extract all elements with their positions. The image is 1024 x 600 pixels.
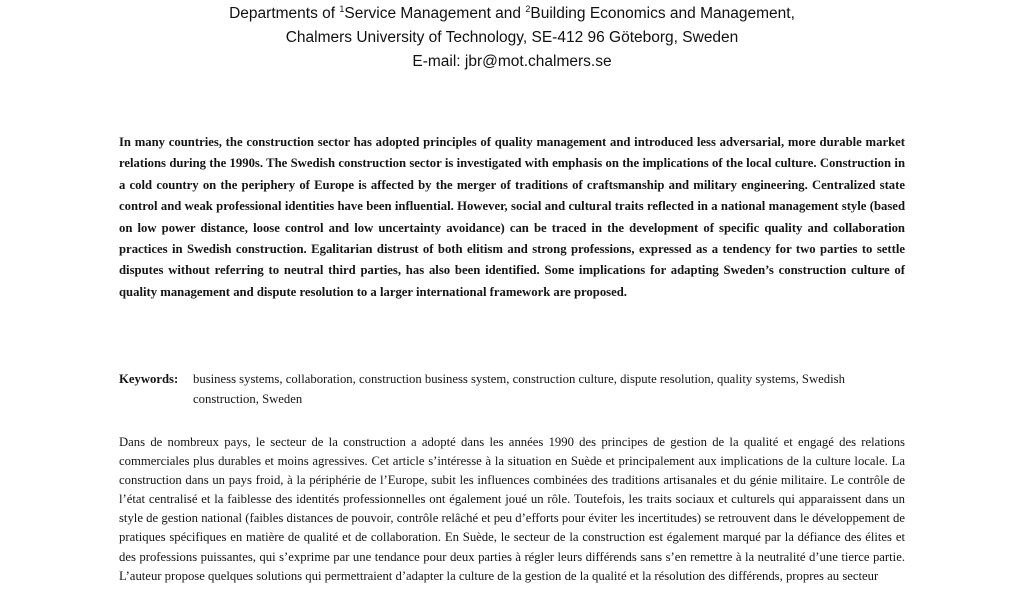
affiliation-prefix: Departments of (229, 5, 340, 22)
affiliation-superscript-1: 1 (339, 3, 345, 14)
affiliation-service-management: Service Management and (344, 5, 526, 22)
affiliation-superscript-2: 2 (525, 3, 531, 14)
affiliation-building-economics: Building Economics and Management, (530, 5, 795, 22)
abstract-french: Dans de nombreux pays, le secteur de la construction a adopté dans les années 1990 des principes de gestion de la qualité et engagé des relations commerciales plus durables et moins agressives. Cet article s’intéresse à la situation en Suède et principalement aux implications de la culture locale. La construction dans un pays froid, à la périphérie de l’Europe, subit les influences combinées des traditions artisanales et du génie militaire. Le contrôle de l’état centralisé et la faiblesse des identités professionnelles ont également joué un rôle. Toutefois, les traits sociaux et culturels qui apparaissent dans un style de gestion national (faibles distances de pouvoir, contrôle relâché et peu d’efforts pour éviter les incertitudes) se retrouvent dans le développement de pratiques spécifiques en matière de qualité et de collaboration. En Suède, le secteur de la construction est également marqué par la défiance des élites et des professions puissantes, qui s’exprime par une tendance pour deux parties à régler leurs différends sans s’en remettre à la neutralité d’une tierce partie. L’auteur propose quelques solutions qui permettraient d’adapter la culture de la gestion de la qualité et la résolution des différends, propres au secteur (119, 435, 905, 583)
keywords-block (119, 369, 905, 409)
affiliation-block (0, 2, 1024, 74)
affiliation-line-university: Chalmers University of Technology, SE-412 96 Göteborg, Sweden (285, 29, 739, 46)
affiliation-line-departments (0, 2, 1024, 26)
affiliation-line-email: E-mail: jbr@mot.chalmers.se (412, 53, 612, 70)
keywords-label: Keywords: (119, 372, 179, 386)
keywords-list: business systems, collaboration, construction business system, construction culture, dispute resolution, quality systems, Swedish construction, Sweden (193, 372, 845, 406)
abstract-english: In many countries, the construction sector has adopted principles of quality management and introduced less adversarial, more durable market relations during the 1990s. The Swedish construction sector is investigated with emphasis on the implications of the local culture. Construction in a cold country on the periphery of Europe is affected by the merger of traditions of craftsmanship and military engineering. Centralized state control and weak professional identities have been influential. However, social and cultural traits reflected in a national management style (based on low power distance, loose control and low uncertainty avoidance) can be traced in the development of specific quality and collaboration practices in Swedish construction. Egalitarian distrust of both elitism and strong professions, expressed as a tendency for two parties to settle disputes without referring to neutral third parties, has also been identified. Some implications for adapting Sweden’s construction culture of quality management and dispute resolution to a larger international framework are proposed. (119, 135, 905, 299)
